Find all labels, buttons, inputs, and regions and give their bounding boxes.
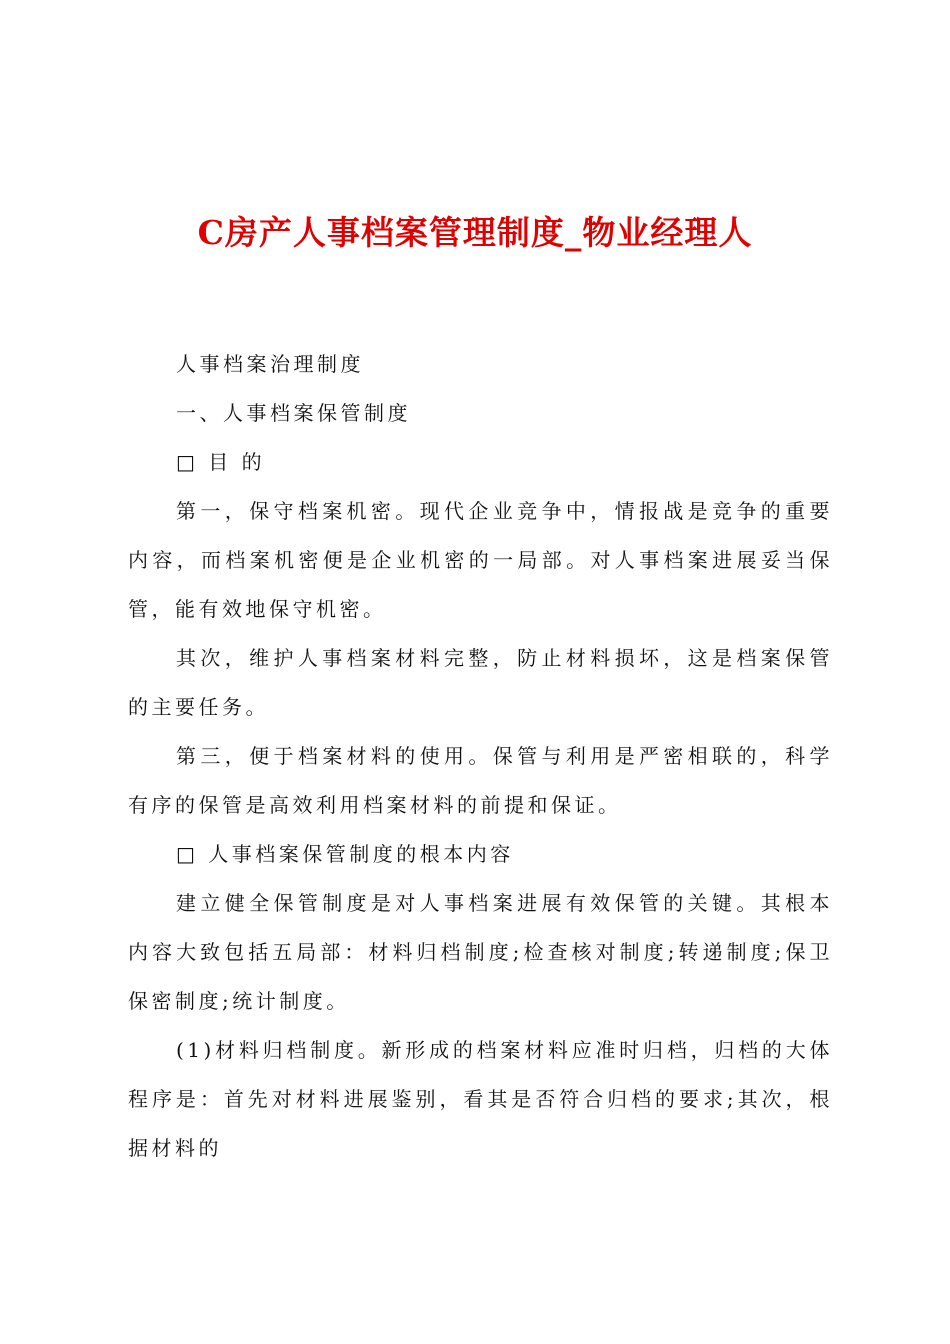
paragraph: 第一，保守档案机密。现代企业竞争中，情报战是竞争的重要内容，而档案机密便是企业机密的一局部。对人事档案进展妥当保管，能有效地保守机密。 bbox=[128, 499, 833, 621]
paragraph: 第三，便于档案材料的使用。保管与利用是严密相联的，科学有序的保管是高效利用档案材料的前提和保证。 bbox=[128, 744, 833, 817]
paragraph: 其次，维护人事档案材料完整，防止材料损坏，这是档案保管的主要任务。 bbox=[128, 646, 833, 719]
section-heading: 一、人事档案保管制度 bbox=[176, 401, 411, 425]
subsection-heading: □ 人事档案保管制度的根本内容 bbox=[176, 842, 514, 866]
section-heading: 人事档案治理制度 bbox=[176, 352, 364, 376]
paragraph: 建立健全保管制度是对人事档案进展有效保管的关键。其根本内容大致包括五局部：材料归档制度;检查核对制度;转递制度;保卫保密制度;统计制度。 bbox=[128, 891, 833, 1013]
subsection-heading: □ 目 的 bbox=[176, 450, 266, 474]
document-body bbox=[128, 340, 833, 1173]
document-title: C房产人事档案管理制度_物业经理人 bbox=[197, 213, 753, 252]
paragraph: (1)材料归档制度。新形成的档案材料应准时归档，归档的大体程序是：首先对材料进展鉴别，看其是否符合归档的要求;其次，根据材料的 bbox=[128, 1038, 833, 1160]
